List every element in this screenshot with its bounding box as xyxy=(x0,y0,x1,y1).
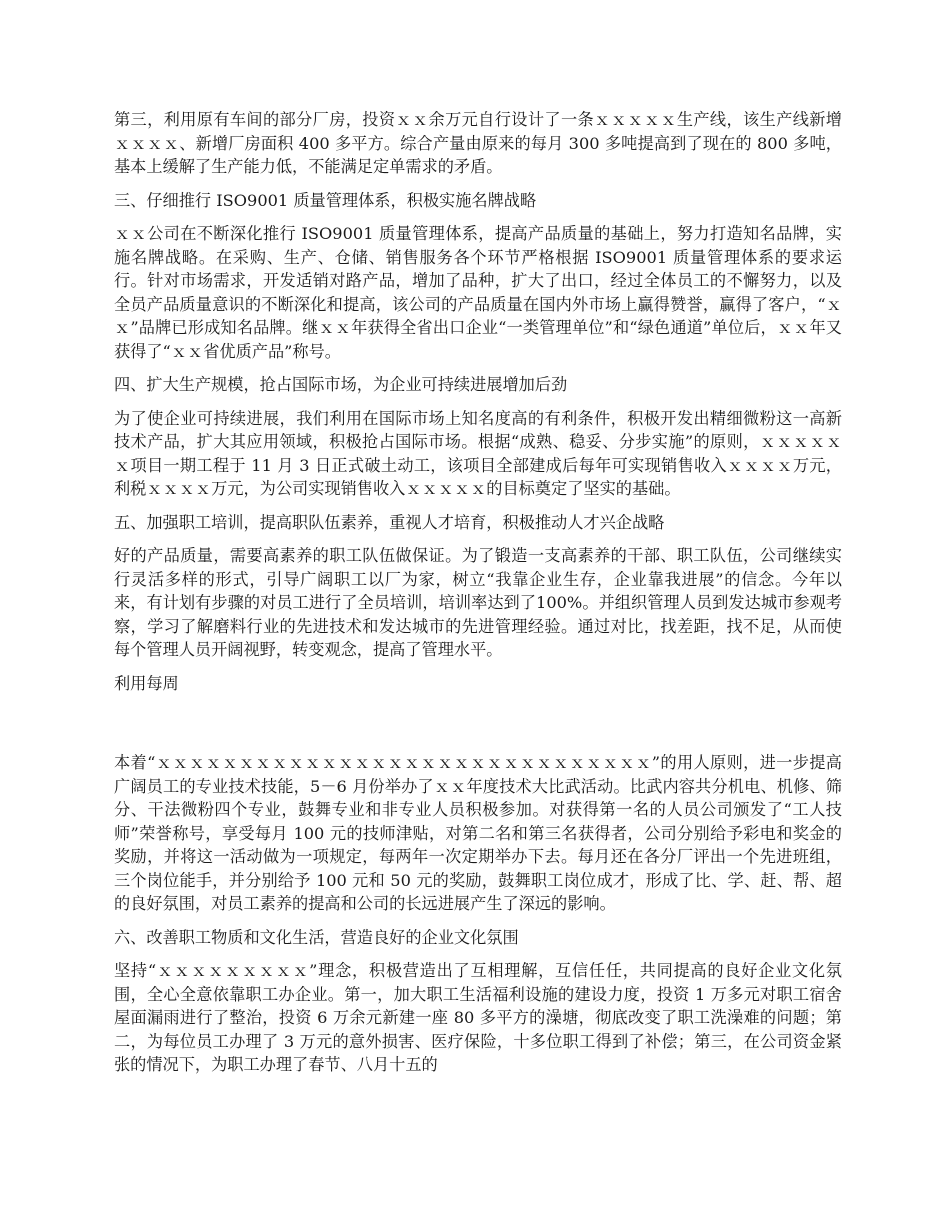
blank-gap xyxy=(114,705,842,751)
section-heading-staff-welfare: 六、改善职工物质和文化生活，营造良好的企业文化氛围 xyxy=(114,927,519,947)
section-heading-iso9001: 三、仔细推行 ISO9001 质量管理体系，积极实施名牌战略 xyxy=(114,190,537,210)
paragraph-welfare-details: 坚持“ｘｘｘｘｘｘｘｘｘ”理念，积极营造出了互相理解，互信任任，共同提高的良好企业文化氛围，全心全意依靠职工办企业。第一，加大职工生活福利设施的建设力度，投资 1 万多元对职工宿舍屋面漏雨进行了整治，投资 6 万余元新建一座 80 多平方的澡塘，彻底改变了职工洗澡难的问题；第二，为每位员工办理了 3 万元的意外损害、医疗保险，十多位职工得到了补偿；第三，在公司资金紧张的情况下，为职工办理了春节、八月十五的 xyxy=(114,961,842,1074)
section-heading-expand-production: 四、扩大生产规模，抢占国际市场，为企业可持续进展增加后劲 xyxy=(114,375,568,394)
paragraph-weekly-fragment: 利用每周 xyxy=(114,673,179,693)
paragraph-training-results: 好的产品质量，需要高素养的职工队伍做保证。为了锻造一支高素养的干部、职工队伍，公司继续实行灵活多样的形式，引导广阔职工以厂为家，树立“我靠企业生存，企业靠我进展”的信念。今年以来，有计划有步骤的对员工进行了全员培训，培训率达到了100%。并组织管理人员到发达城市参观考察，学习了解磨料行业的先进技术和发达城市的先进管理经验。通过对比，找差距，找不足，从而使每个管理人员开阔视野，转变观念，提高了管理水平。 xyxy=(114,546,842,659)
document-page xyxy=(114,108,842,1087)
paragraph-international-market: 为了使企业可持续进展，我们利用在国际市场上知名度高的有利条件，积极开发出精细微粉这一高新技术产品，扩大其应用领域，积极抢占国际市场。根据“成熟、稳妥、分步实施”的原则，ｘｘｘｘｘｘ项目一期工程于 11 月 3 日正式破土动工，该项目全部建成后每年可实现销售收入ｘｘｘｘ万元，利税ｘｘｘｘ万元，为公司实现销售收入ｘｘｘｘｘ的目标奠定了坚实的基础。 xyxy=(114,408,842,498)
paragraph-brand-strategy: ｘｘ公司在不断深化推行 ISO9001 质量管理体系，提高产品质量的基础上，努力打造知名品牌，实施名牌战略。在采购、生产、仓储、销售服务各个环节严格根据 ISO9001 质量管理体系的要求运行。针对市场需求，开发适销对路产品，增加了品种，扩大了出口，经过全体员工的不懈努力，以及全员产品质量意识的不断深化和提高，该公司的产品质量在国内外市场上赢得赞誉，赢得了客户，“ｘｘ”品牌已形成知名品牌。继ｘｘ年获得全省出口企业“一类管理单位”和“绿色通道”单位后，ｘｘ年又获得了“ｘｘ省优质产品”称号。 xyxy=(114,224,842,361)
paragraph-production-line: 第三，利用原有车间的部分厂房，投资ｘｘ余万元自行设计了一条ｘｘｘｘｘ生产线，该生产线新增ｘｘｘｘ、新增厂房面积 400 多平方。综合产量由原来的每月 300 多吨提高到了现在的 800 多吨，基本上缓解了生产能力低，不能满足定单需求的矛盾。 xyxy=(114,110,842,176)
paragraph-skills-competition: 本着“ｘｘｘｘｘｘｘｘｘｘｘｘｘｘｘｘｘｘｘｘｘｘｘｘｘｘｘｘｘｘ”的用人原则，进一步提高广阔员工的专业技术技能，5－6 月份举办了ｘｘ年度技术大比武活动。比武内容共分机电、机修、筛分、干法微粉四个专业，鼓舞专业和非专业人员积极参加。对获得第一名的人员公司颁发了“工人技师”荣誉称号，享受每月 100 元的技师津贴，对第二名和第三名获得者，公司分别给予彩电和奖金的奖励，并将这一活动做为一项规定，每两年一次定期举办下去。每月还在各分厂评出一个先进班组，三个岗位能手，并分别给予 100 元和 50 元的奖励，鼓舞职工岗位成才，形成了比、学、赶、帮、超的良好氛围，对员工素养的提高和公司的长远进展产生了深远的影响。 xyxy=(114,753,842,913)
section-heading-staff-training: 五、加强职工培训，提高职队伍素养，重视人才培育，积极推动人才兴企战略 xyxy=(114,512,665,532)
